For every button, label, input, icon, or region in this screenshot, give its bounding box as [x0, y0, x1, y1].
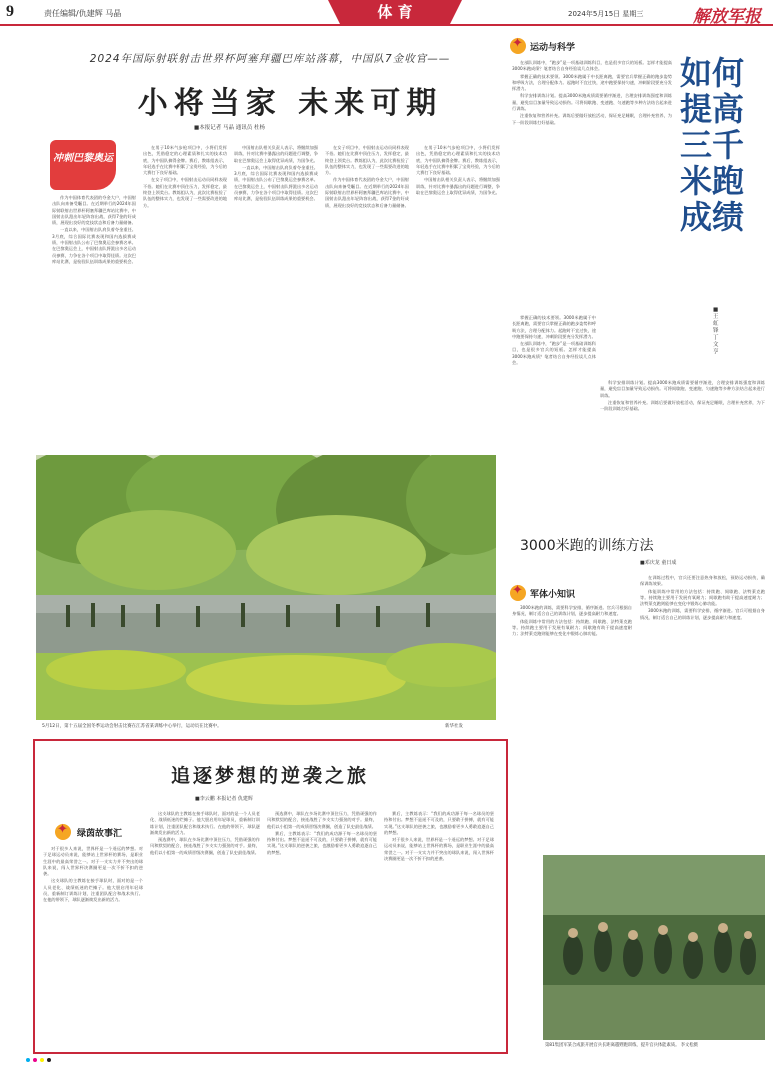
star-badge-icon [510, 585, 526, 601]
cyan-dot [26, 1058, 30, 1062]
boxed-column-1 [43, 846, 143, 1046]
main-photo [36, 455, 496, 720]
paragraph: 在女子项目中，中国射击运动员同样表现不俗。她们在比赛中顶住压力，发挥稳定，最终登上领奖台。教练组认为，此次比赛检验了队伍的整体实力，也发现了一些需要改进的地方。 [325, 145, 409, 176]
magenta-dot [33, 1058, 37, 1062]
military-section-title: 军体小知识 [530, 590, 576, 600]
paragraph: 在部队训练中，“跑步”是一项基础训练科目，也是很多官兵的短板。怎样才能提高3000米跑成绩？笔者结合自身经验谈几点体会。 [512, 60, 672, 72]
sidebar-column-2 [600, 380, 765, 510]
main-headline: 小将当家 未来可期 [137, 86, 443, 121]
paragraph: 科学安排训练计划。提高3000米跑成绩需要循序渐进，合理安排训练强度和训练量，避免盲目加量导致运动损伤。可将间歇跑、变速跑、匀速跑等多种方法结合起来进行训练。 [512, 93, 672, 112]
paragraph: 在男子10米气步枪项目中，小将们发挥出色，凭借稳定的心理素质和扎实的技术功底，为中国队摘得金牌。赛后，教练组表示，年轻选手在比赛中积累了宝贵经验，为今后的大赛打下良好基础。 [143, 145, 227, 176]
star-badge-icon [510, 38, 526, 54]
newspaper-logo: 解放军报 [693, 7, 761, 27]
paragraph: 科学安排训练计划。提高3000米跑成绩需要循序渐进，合理安排训练强度和训练量，避免盲目加量导致运动损伤。可将间歇跑、变速跑、匀速跑等多种方法结合起来进行训练。 [600, 380, 765, 398]
boxed-article-byline: ■李云鹏 本报记者 仇建辉 [195, 796, 253, 802]
main-photo-credit: 新华社发 [445, 724, 463, 729]
sidebar-headline: 如何提高三千米跑成绩 [680, 54, 745, 236]
boxed-column-4 [384, 811, 494, 1046]
training-headline: 3000米跑的训练方法 [520, 538, 654, 554]
runners-photo-image [36, 455, 496, 720]
main-article-column-1 [52, 195, 136, 450]
paragraph: 一直以来，中国射击队肩负着夺金重任。3月底，综合国际比赛表现和国内选拔赛成绩，中国射击队公布了巴黎奥运会参赛名单。在巴黎奥运会上，中国射击队将派出多名运动员参赛，力争在各个项目中取得佳绩。这次巴库站比赛，是检验队伍训练成果的重要机会。 [234, 164, 318, 202]
paragraph: 这支球队的主教练在接手球队时，面对的是一个人员老化、战绩低迷的烂摊子。他大胆启用年轻球员，重新制订训练计划，注重团队配合和战术执行。在他的带领下，球队逐渐焕发出新的活力。 [150, 811, 260, 835]
caption-credit: 李文松摄 [680, 1043, 698, 1048]
section-title: 体 育 [340, 0, 450, 24]
soldiers-running-image [543, 855, 765, 1040]
paragraph: 这支球队的主教练在接手球队时，面对的是一个人员老化、战绩低迷的烂摊子。他大胆启用年轻球员，重新制订训练计划，注重团队配合和战术执行。在他的带领下，球队逐渐焕发出新的活力。 [43, 878, 143, 903]
column-logo-label: 冲刺巴黎奥运 [50, 140, 116, 190]
green-story-title: 绿茵故事汇 [77, 829, 123, 839]
paragraph: 在女子项目中，中国射击运动员同样表现不俗。她们在比赛中顶住压力，发挥稳定，最终登上领奖台。教练组认为，此次比赛检验了队伍的整体实力，也发现了一些需要改进的地方。 [143, 177, 227, 208]
paragraph: 注重恢复和营养补充。训练后要做好放松活动，保证充足睡眠，合理补充营养，为下一阶段训练打好基础。 [512, 113, 672, 125]
main-article-column-5 [416, 145, 500, 450]
paragraph: 中国射击队相关负责人表示，将继续加强训练，针对比赛中暴露出的问题进行调整，争取在巴黎奥运会上取得优异成绩，为国争光。 [416, 177, 500, 196]
boxed-column-3 [267, 811, 377, 1046]
paragraph: 在男子10米气步枪项目中，小将们发挥出色，凭借稳定的心理素质和扎实的技术功底，为中国队摘得金牌。赛后，教练组表示，年轻选手在比赛中积累了宝贵经验，为今后的大赛打下良好基础。 [416, 145, 500, 176]
paragraph: 体能训练中常用的方法包括：持续跑、间歇跑、法特莱克跑等。持续跑主要用于发展有氧耐力；间歇跑有助于提高速度耐力；法特莱克跑则能够在变化中锻炼心肺功能。 [640, 588, 765, 607]
olympic-column-logo [50, 140, 116, 190]
sidebar-column-3 [512, 315, 596, 510]
soldiers-photo-caption [545, 1043, 763, 1049]
boxed-article-headline: 追逐梦想的逆袭之旅 [170, 765, 369, 787]
paragraph: 预选赛中，球队在多场比赛中顶住压力，凭借顽强的作风和默契的配合，接连战胜了多支实力强劲的对手。最终，他们以小组第一的成绩晋级决赛圈，创造了队史最佳战绩。 [150, 837, 260, 855]
sidebar-section-header [510, 38, 630, 54]
soldiers-photo [543, 855, 765, 1040]
main-article-column-3 [234, 145, 318, 450]
paragraph: 作为中国体育代表团的夺金大户，中国射击队向来备受瞩目。在近期举行的2024年国际射联射击世界杯阿塞拜疆巴库站比赛中，中国射击队派出年轻阵容出战，获得7金的好成绩，展现出良好的竞技状态和后备力量储备。 [325, 177, 409, 208]
paragraph: 作为中国体育代表团的夺金大户，中国射击队向来备受瞩目。在近期举行的2024年国际射联射击世界杯阿塞拜疆巴库站比赛中，中国射击队派出年轻阵容出战，获得7金的好成绩，展现出良好的竞技状态和后备力量储备。 [52, 195, 136, 226]
paragraph: 注重恢复和营养补充。训练后要做好放松活动，保证充足睡眠，合理补充营养，为下一阶段训练打好基础。 [600, 399, 765, 412]
paragraph: 体能训练中常用的方法包括：持续跑、间歇跑、法特莱克跑等。持续跑主要用于发展有氧耐力；间歇跑有助于提高速度耐力；法特莱克跑则能够在变化中锻炼心肺功能。 [512, 618, 632, 637]
sidebar-column-1 [512, 60, 672, 310]
paragraph: 掌握正确的技术要领。3000米跑属于中长距离跑，需要官兵掌握正确的跑步姿势和呼吸方法，合理分配体力。起跑时不宜过快，途中跑要保持匀速，冲刺阶段要充分发挥潜力。 [512, 73, 672, 92]
paragraph: 3000米跑的训练，需要科学安排，循序渐进。官兵可根据自身情况，制订适合自己的训练计划，逐步提高耐力和速度。 [512, 605, 632, 617]
military-column-1 [512, 605, 632, 850]
paragraph: 3000米跑的训练，需要科学安排，循序渐进。官兵可根据自身情况，制订适合自己的训练计划，逐步提高耐力和速度。 [640, 608, 765, 620]
color-registration-dots [26, 1058, 51, 1062]
main-article-column-2 [143, 145, 227, 450]
paragraph: 在部队训练中，“跑步”是一项基础训练科目，也是很多官兵的短板。怎样才能提高3000米跑成绩？笔者结合自身经验谈几点体会。 [512, 341, 596, 366]
paragraph: 对于很多人来说，世界杯是一个遥远的梦想。对于足球运动员来说，能够站上世界杯的赛场，是职业生涯中的最高荣誉之一。对于一支实力并不突出的球队来说，闯入世界杯决赛圈更是一次不折不扣的逆袭。 [43, 846, 143, 877]
sidebar-byline: ■王虹锋 丁文亨 [713, 307, 719, 355]
paragraph: 赛后，主教练表示：“我们的成功源于每一名球员的坚持和付出。梦想不是遥不可及的，只要敢于拼搏，就有可能实现。”这支球队的逆袭之旅，也激励着更多人勇敢追逐自己的梦想。 [384, 811, 494, 835]
military-section-header [510, 585, 630, 601]
editor-info: 责任编辑/仇建辉 马晶 [44, 9, 122, 18]
main-photo-caption: 5月12日，第十五届全国冬季运动会射击比赛在江苏省某训练中心举行，运动员在比赛中。 [42, 724, 222, 729]
paragraph: 一直以来，中国射击队肩负着夺金重任。3月底，综合国际比赛表现和国内选拔赛成绩，中国射击队公布了巴黎奥运会参赛名单。在巴黎奥运会上，中国射击队将派出多名运动员参赛，力争在各个项目中取得佳绩。这次巴库站比赛，是检验队伍训练成果的重要机会。 [52, 227, 136, 264]
page-number: 9 [6, 3, 14, 20]
paragraph: 中国射击队相关负责人表示，将继续加强训练，针对比赛中暴露出的问题进行调整，争取在巴黎奥运会上取得优异成绩，为国争光。 [234, 145, 318, 163]
boxed-article [33, 739, 508, 1054]
main-byline: ■本报记者 马晶 通讯员 杜杨 [194, 125, 265, 131]
sidebar-section-title: 运动与科学 [530, 43, 576, 53]
page-header [0, 0, 773, 26]
training-byline: ■邓庆龙 童日成 [640, 560, 677, 566]
paragraph: 在训练过程中，官兵还要注意热身和放松，预防运动损伤，确保训练效果。 [640, 575, 765, 587]
main-kicker: 2024年国际射联射击世界杯阿塞拜疆巴库站落幕，中国队7金收官—— [89, 53, 451, 65]
military-column-2 [640, 575, 765, 850]
main-article-column-4 [325, 145, 409, 450]
star-badge-icon [55, 824, 71, 840]
paragraph: 预选赛中，球队在多场比赛中顶住压力，凭借顽强的作风和默契的配合，接连战胜了多支实力强劲的对手。最终，他们以小组第一的成绩晋级决赛圈，创造了队史最佳战绩。 [267, 811, 377, 829]
boxed-column-2 [150, 811, 260, 1046]
paragraph: 赛后，主教练表示：“我们的成功源于每一名球员的坚持和付出。梦想不是遥不可及的，只要敢于拼搏，就有可能实现。”这支球队的逆袭之旅，也激励着更多人勇敢追逐自己的梦想。 [267, 830, 377, 855]
yellow-dot [40, 1058, 44, 1062]
issue-date: 2024年5月15日 星期三 [568, 10, 644, 18]
paragraph: 掌握正确的技术要领。3000米跑属于中长距离跑，需要官兵掌握正确的跑步姿势和呼吸方法，合理分配体力。起跑时不宜过快，途中跑要保持匀速，冲刺阶段要充分发挥潜力。 [512, 315, 596, 339]
paragraph: 对于很多人来说，世界杯是一个遥远的梦想。对于足球运动员来说，能够站上世界杯的赛场，是职业生涯中的最高荣誉之一。对于一支实力并不突出的球队来说，闯入世界杯决赛圈更是一次不折不扣的逆袭。 [384, 837, 494, 862]
caption-text: 第81集团军某合成旅开展官兵长距离越野跑训练，提升官兵体能素质。 [545, 1043, 680, 1048]
green-story-header [55, 824, 155, 840]
black-dot [47, 1058, 51, 1062]
